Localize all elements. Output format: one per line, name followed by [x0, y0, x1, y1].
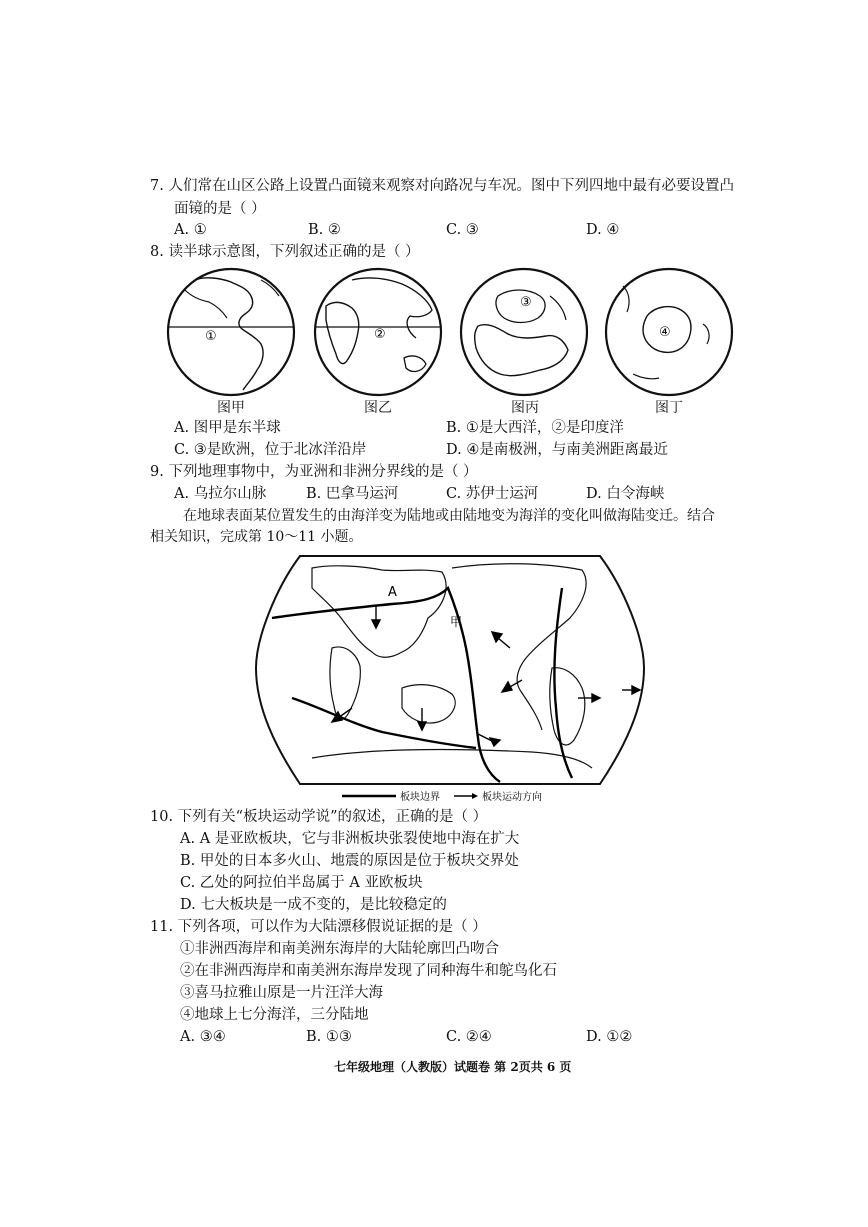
q11-option-d: D. ①②	[586, 1029, 633, 1045]
legend-boundary-label: 板块边界	[400, 792, 440, 803]
intro-line1: 在地球表面某位置发生的由海洋变为陆地或由陆地变为海洋的变化叫做海陆变迁。结合	[183, 508, 715, 524]
globe-1-marker: ①	[205, 329, 217, 344]
globe-2-marker: ②	[374, 327, 386, 342]
q7-option-a: A. ①	[174, 222, 207, 238]
q8-option-b: B. ①是大西洋，②是印度洋	[446, 420, 624, 436]
q11-option-b: B. ①③	[306, 1029, 352, 1045]
q8-option-d: D. ④是南极洲，与南美洲距离最近	[446, 442, 668, 458]
q10-option-c: C. 乙处的阿拉伯半岛属于 A 亚欧板块	[180, 875, 423, 891]
globe-southern-hemisphere	[603, 266, 735, 398]
q8-stem: 8. 读半球示意图，下列叙述正确的是（ ）	[150, 244, 420, 260]
globe-1-caption: 图甲	[217, 400, 245, 416]
globe-2-caption: 图乙	[364, 400, 392, 416]
globe-northern-hemisphere	[458, 266, 590, 398]
q10-option-a: A. A 是亚欧板块，它与非洲板块张裂使地中海在扩大	[180, 831, 520, 847]
q7-option-c: C. ③	[446, 222, 479, 238]
q9-option-a: A. 乌拉尔山脉	[174, 486, 267, 502]
globe-3-marker: ③	[520, 295, 532, 310]
q11-stem: 11. 下列各项，可以作为大陆漂移假说证据的是（ ）	[150, 919, 487, 935]
map-legend	[338, 788, 568, 804]
q9-option-d: D. 白令海峡	[586, 486, 665, 502]
q10-option-d: D. 七大板块是一成不变的，是比较稳定的	[180, 897, 447, 913]
q11-item-1: ①非洲西海岸和南美洲东海岸的大陆轮廓凹凸吻合	[180, 941, 499, 957]
q11-item-3: ③喜马拉雅山原是一片汪洋大海	[180, 985, 383, 1001]
q11-item-2: ②在非洲西海岸和南美洲东海岸发现了同种海牛和鸵鸟化石	[180, 963, 557, 979]
intro-line2: 相关知识，完成第 10～11 小题。	[150, 529, 363, 545]
q9-stem: 9. 下列地理事物中，为亚洲和非洲分界线的是（ ）	[150, 464, 478, 480]
page-footer: 七年级地理（人教版）试题卷 第 2页共 6 页	[334, 1060, 572, 1074]
q7-option-d: D. ④	[586, 222, 620, 238]
globe-3-caption: 图丙	[511, 400, 539, 416]
q11-item-4: ④地球上七分海洋，三分陆地	[180, 1007, 369, 1023]
globe-western-hemisphere	[165, 266, 297, 398]
q9-option-b: B. 巴拿马运河	[306, 486, 399, 502]
q7-stem-line1: 7. 人们常在山区公路上设置凸面镜来观察对向路况与车况。图中下列四地中最有必要设置凸	[150, 178, 734, 194]
q10-option-b: B. 甲处的日本多火山、地震的原因是位于板块交界处	[180, 853, 519, 869]
globe-4-marker: ④	[659, 325, 671, 340]
globe-4-caption: 图丁	[655, 400, 683, 416]
arrow-icon	[472, 793, 478, 799]
map-label-a: A	[388, 585, 397, 600]
q9-option-c: C. 苏伊士运河	[446, 486, 539, 502]
map-label-jia: 甲	[450, 615, 463, 629]
legend-direction-label: 板块运动方向	[482, 792, 542, 803]
q10-stem: 10. 下列有关“板块运动学说”的叙述，正确的是（ ）	[150, 809, 488, 825]
globe-eastern-hemisphere	[312, 266, 444, 398]
q7-option-b: B. ②	[308, 222, 341, 238]
q8-option-a: A. 图甲是东半球	[174, 420, 281, 436]
q8-option-c: C. ③是欧洲，位于北冰洋沿岸	[174, 442, 367, 458]
q11-option-c: C. ②④	[446, 1029, 492, 1045]
plate-tectonics-map	[252, 548, 648, 802]
q11-option-a: A. ③④	[180, 1029, 226, 1045]
q7-stem-line2: 面镜的是（ ）	[174, 201, 266, 217]
